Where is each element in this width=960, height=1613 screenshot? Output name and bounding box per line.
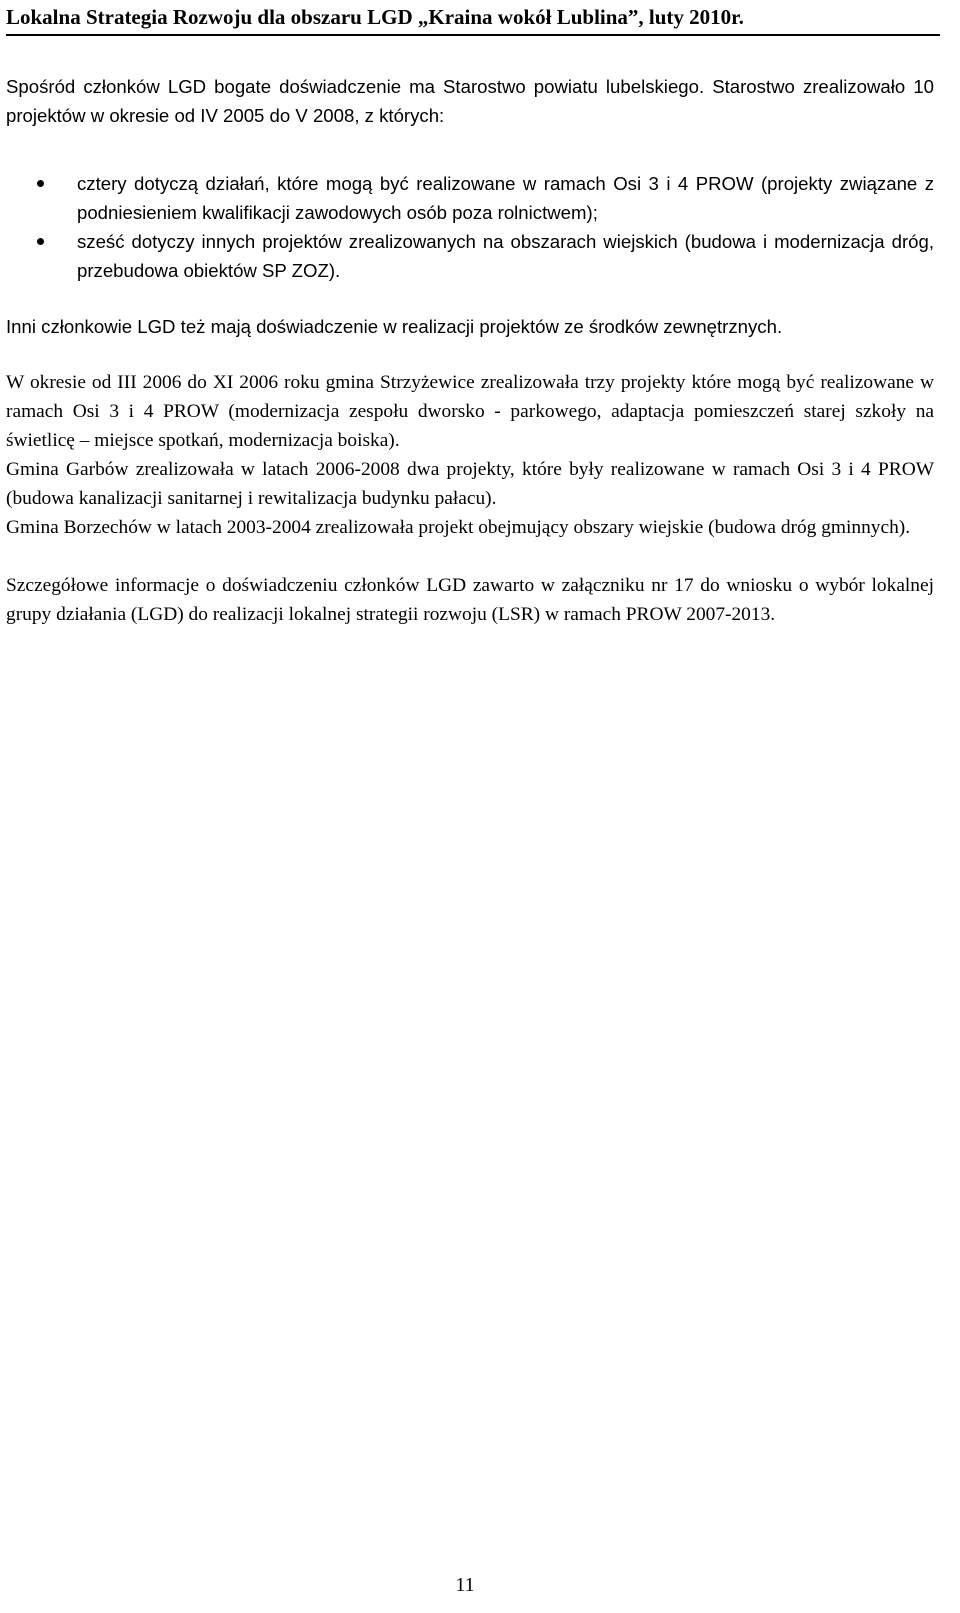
- document-header: Lokalna Strategia Rozwoju dla obszaru LGD „Kraina wokół Lublina”, luty 2010r.: [6, 5, 744, 29]
- bullet-icon: [37, 180, 44, 187]
- bullet-icon: [37, 238, 44, 245]
- list-item: [6, 169, 934, 227]
- list-item-text: cztery dotyczą działań, które mogą być realizowane w ramach Osi 3 i 4 PROW (projekty związane z podniesieniem kwalifikacji zawodowych osób poza rolnictwem);: [77, 173, 934, 223]
- list-item-text: sześć dotyczy innych projektów zrealizowanych na obszarach wiejskich (budowa i modernizacja dróg, przebudowa obiektów SP ZOZ).: [77, 231, 934, 281]
- document-body: [6, 72, 934, 629]
- intro-paragraph: Spośród członków LGD bogate doświadczenie ma Starostwo powiatu lubelskiego. Starostwo zrealizowało 10 projektów w okresie od IV 2005 do V 2008, z których:: [6, 76, 934, 126]
- list-item: [6, 227, 934, 285]
- details-paragraph: Szczegółowe informacje o doświadczeniu członków LGD zawarto w załączniku nr 17 do wniosku o wybór lokalnej grupy działania (LGD) do realizacji lokalnej strategii rozwoju (LSR) w ramach PROW 2007-2013.: [6, 575, 934, 625]
- garbow-paragraph: Gmina Garbów zrealizowała w latach 2006-2008 dwa projekty, które były realizowane w ramach Osi 3 i 4 PROW (budowa kanalizacji sanitarnej i rewitalizacja budynku pałacu).: [6, 459, 934, 509]
- other-members-paragraph: Inni członkowie LGD też mają doświadczenie w realizacji projektów ze środków zewnętrznych.: [6, 316, 783, 337]
- strzyzewice-paragraph: W okresie od III 2006 do XI 2006 roku gmina Strzyżewice zrealizowała trzy projekty które mogą być realizowane w ramach Osi 3 i 4 PROW (modernizacja zespołu dworsko - parkowego, adaptacja pomieszczeń starej szkoły na świetlicę – miejsce spotkań, modernizacja boiska).: [6, 372, 934, 451]
- page-number: 11: [455, 1574, 475, 1596]
- projects-list: [6, 169, 934, 285]
- header-rule: [6, 34, 940, 36]
- borzechow-paragraph: Gmina Borzechów w latach 2003-2004 zrealizowała projekt obejmujący obszary wiejskie (budowa dróg gminnych).: [6, 517, 911, 538]
